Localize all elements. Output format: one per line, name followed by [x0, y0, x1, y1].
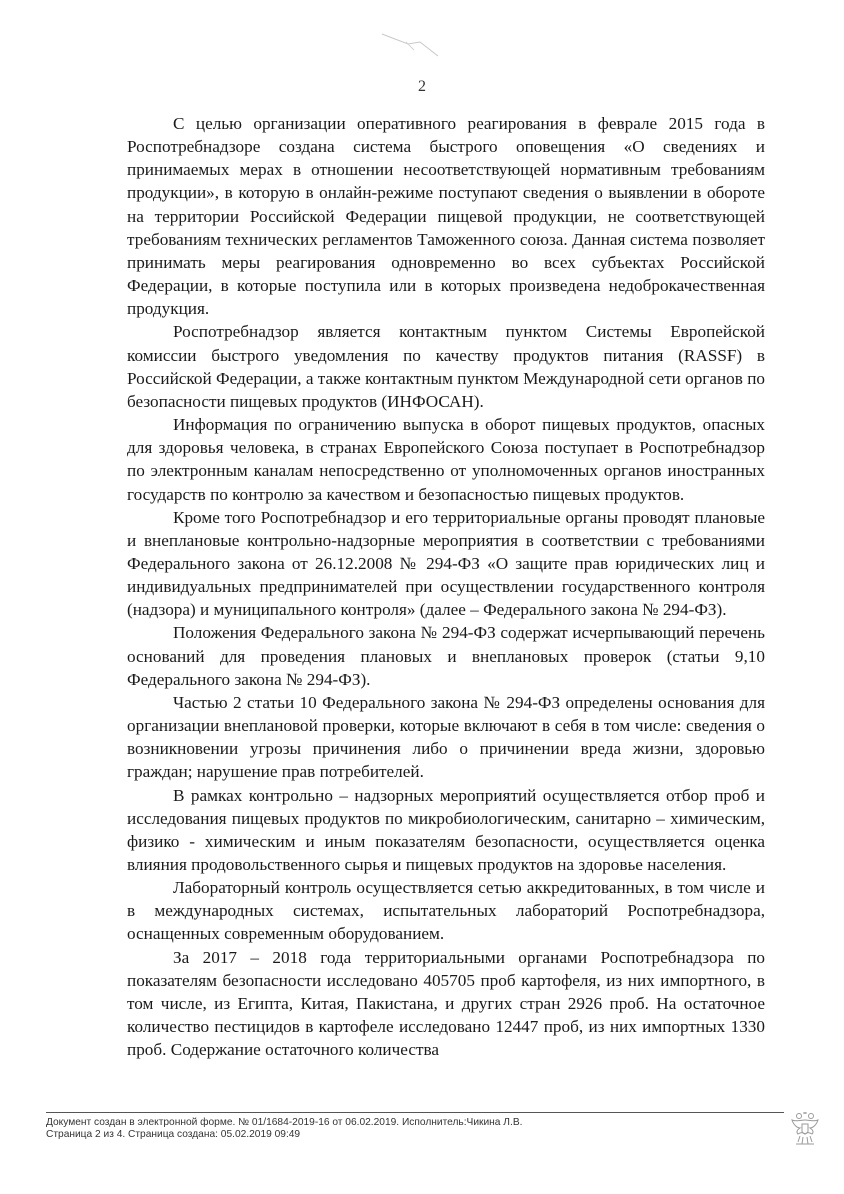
paragraph: Лабораторный контроль осуществляется сетью аккредитованных, в том числе и в международных системах, испытательных лабораторий Роспотребнадзора, оснащенных современным оборудованием.	[127, 878, 765, 944]
paragraph: В рамках контрольно – надзорных мероприятий осуществляется отбор проб и исследования пищевых продуктов по микробиологическим, санитарно – химическим, физико - химическим и иным показателям безопасности, осуществляется оценка влияния продовольственного сырья и пищевых продуктов на здоровье населения.	[127, 785, 765, 874]
footer-page-info: Страница 2 из 4. Страница создана: 05.02.2019 09:49	[46, 1129, 301, 1140]
paragraph: Кроме того Роспотребнадзор и его территориальные органы проводят плановые и внеплановые контрольно-надзорные мероприятия в соответствии с требованиями Федерального закона от 26.12.2008 № 294-ФЗ «О защите прав юридических лиц и индивидуальных предпринимателей при осуществлении государственного контроля (надзора) и муниципального контроля» (далее – Федерального закона № 294-ФЗ).	[127, 507, 765, 620]
footer-document-info: Документ создан в электронной форме. № 01/1684-2019-16 от 06.02.2019. Исполнитель:Чикина Л.В.	[46, 1117, 523, 1128]
paragraph: За 2017 – 2018 года территориальными органами Роспотребнадзора по показателям безопасности исследовано 405705 проб картофеля, из них импортного, в том числе, из Египта, Китая, Пакистана, и других стран 2926 проб. На остаточное количество пестицидов в картофеле исследовано 12447 проб, из них импортных 1330 проб. Содержание остаточного количества	[127, 947, 765, 1060]
coat-of-arms-icon	[788, 1110, 822, 1150]
document-footer	[46, 1117, 766, 1141]
paragraph: Информация по ограничению выпуска в оборот пищевых продуктов, опасных для здоровья человека, в странах Европейского Союза поступает в Роспотребнадзор по электронным каналам непосредственно от уполномоченных органов иностранных государств по контролю за качеством и безопасностью пищевых продуктов.	[127, 415, 765, 504]
page-number: 2	[418, 78, 426, 95]
paragraph: Частью 2 статьи 10 Федерального закона № 294-ФЗ определены основания для организации внеплановой проверки, которые включают в себя в том числе: сведения о возникновении угрозы причинения либо о причинении вреда жизни, здоровью граждан; нарушение прав потребителей.	[127, 692, 765, 782]
paragraph: Положения Федерального закона № 294-ФЗ содержат исчерпывающий перечень оснований для проведения плановых и внеплановых проверок (статьи 9,10 Федерального закона № 294-ФЗ).	[127, 623, 765, 689]
paragraph: С целью организации оперативного реагирования в феврале 2015 года в Роспотребнадзоре создана система быстрого оповещения «О сведениях и принимаемых мерах в отношении несоответствующей нормативным требованиям продукции», в которую в онлайн-режиме поступают сведения о выявлении в обороте на территории Российской Федерации пищевой продукции, не соответствующей требованиям технических регламентов Таможенного союза. Данная система позволяет принимать меры реагирования одновременно во всех субъектах Российской Федерации, в которые поступила или в которых произведена недоброкачественная продукция.	[127, 114, 765, 319]
paper-fold-mark	[380, 30, 440, 60]
document-body	[127, 112, 765, 1061]
paragraph: Роспотребнадзор является контактным пунктом Системы Европейской комиссии быстрого уведомления по качеству продуктов питания (RASSF) в Российской Федерации, а также контактным пунктом Международной сети органов по безопасности пищевых продуктов (ИНФОСАН).	[127, 322, 765, 411]
footer-divider	[46, 1112, 784, 1113]
